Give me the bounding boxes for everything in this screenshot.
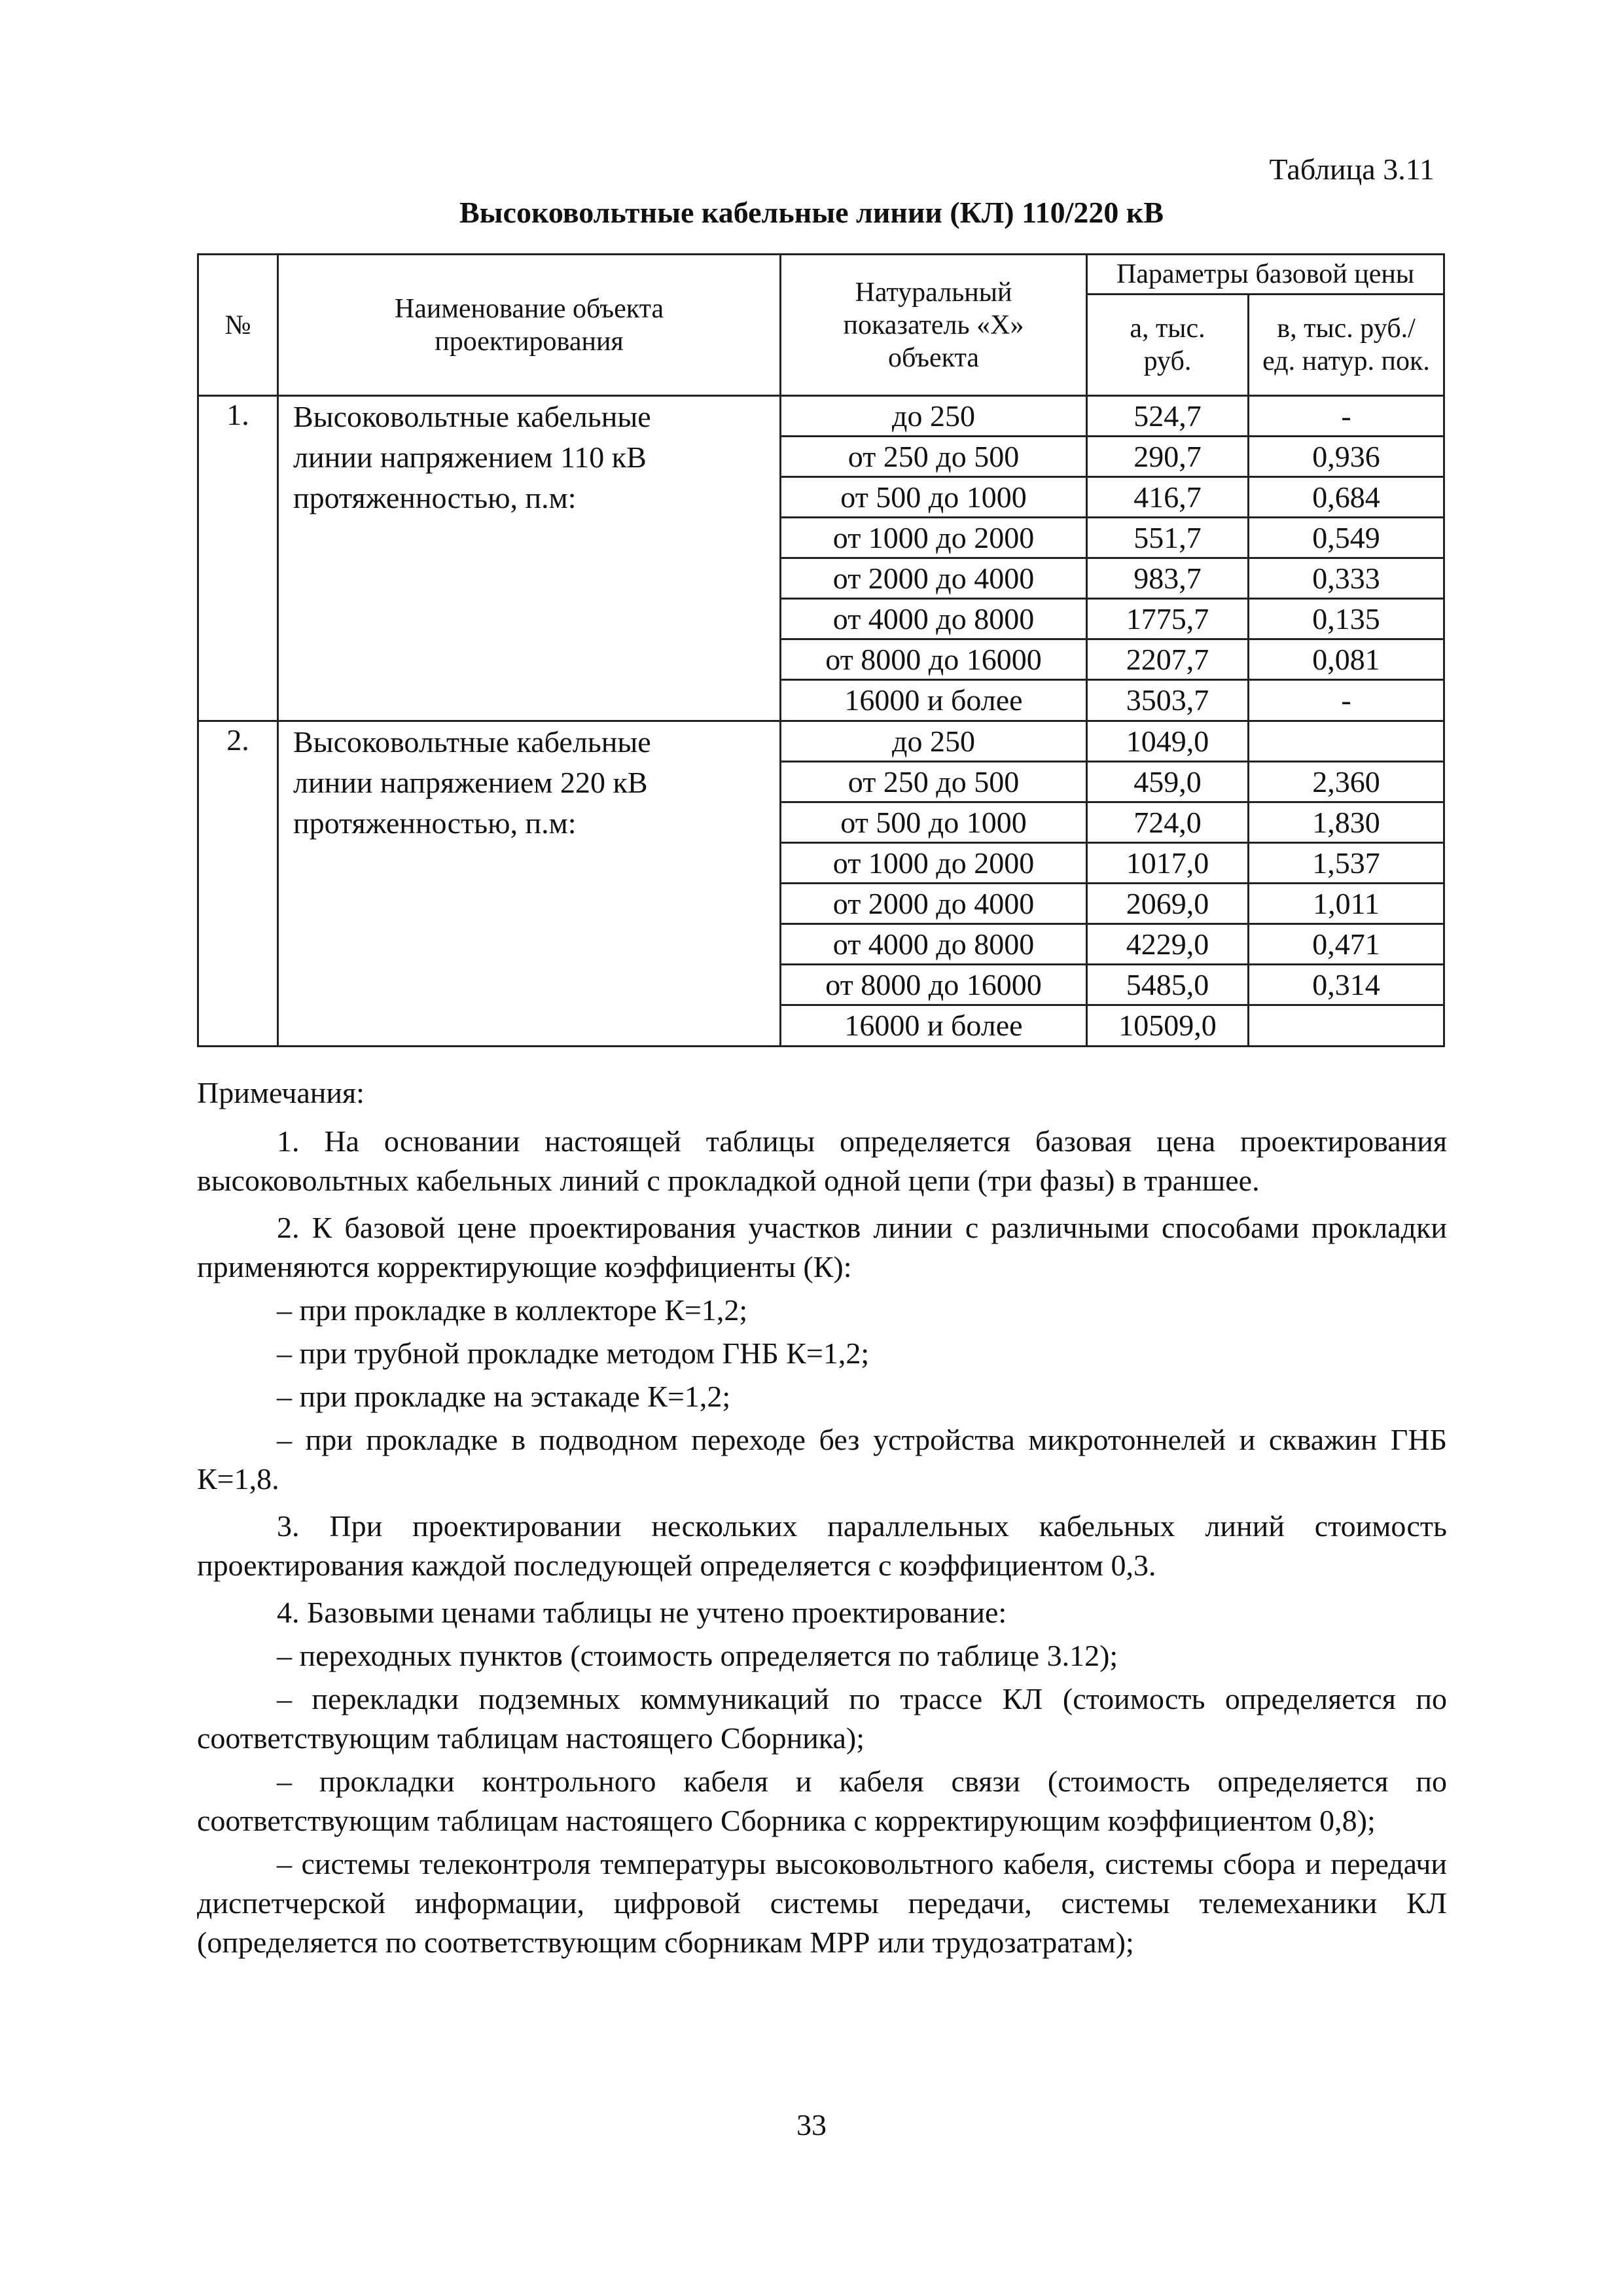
indicator-cell: от 4000 до 8000 <box>781 924 1087 965</box>
param-a-cell: 3503,7 <box>1087 680 1249 721</box>
param-a-cell: 459,0 <box>1087 762 1249 802</box>
param-b-cell: 1,537 <box>1249 843 1444 884</box>
param-b-cell: 0,684 <box>1249 477 1444 518</box>
param-b-cell <box>1249 1005 1444 1047</box>
note-4-item-2: – перекладки подземных коммуникаций по трассе КЛ (стоимость определяется по соответствующим таблицам настоящего Сборника); <box>197 1682 1447 1755</box>
indicator-cell: от 500 до 1000 <box>781 477 1087 518</box>
object-name-line: линии напряжением 220 кВ <box>293 766 648 799</box>
note-4: 4. Базовыми ценами таблицы не учтено проектирование: <box>277 1596 1007 1629</box>
param-b-cell: - <box>1249 680 1444 721</box>
table-row <box>198 396 1444 437</box>
indicator-cell: 16000 и более <box>781 1005 1087 1047</box>
indicator-cell: от 1000 до 2000 <box>781 843 1087 884</box>
param-a-cell: 5485,0 <box>1087 965 1249 1005</box>
note-2-item-3: – при прокладке на эстакаде К=1,2; <box>277 1380 731 1413</box>
param-b-cell: 2,360 <box>1249 762 1444 802</box>
header-indicator: Натуральный показатель «Х» объекта <box>781 255 1087 396</box>
price-table <box>197 253 1445 1047</box>
note-2-item-2: – при трубной прокладке методом ГНБ К=1,2; <box>277 1336 870 1370</box>
header-name: Наименование объекта проектирования <box>278 255 781 396</box>
object-name-line: линии напряжением 110 кВ <box>293 440 647 474</box>
indicator-cell: от 8000 до 16000 <box>781 639 1087 680</box>
table-row <box>198 721 1444 762</box>
indicator-cell: от 8000 до 16000 <box>781 965 1087 1005</box>
param-b-cell: 0,471 <box>1249 924 1444 965</box>
indicator-cell: до 250 <box>781 721 1087 762</box>
param-a-cell: 416,7 <box>1087 477 1249 518</box>
header-b: в, тыс. руб./ед. натур. пок. <box>1249 295 1444 396</box>
param-b-cell: 0,081 <box>1249 639 1444 680</box>
indicator-cell: от 2000 до 4000 <box>781 558 1087 599</box>
indicator-cell: от 1000 до 2000 <box>781 518 1087 558</box>
indicator-cell: от 250 до 500 <box>781 762 1087 802</box>
object-name-line: Высоковольтные кабельные <box>293 725 651 759</box>
param-a-cell: 10509,0 <box>1087 1005 1249 1047</box>
param-a-cell: 524,7 <box>1087 396 1249 437</box>
param-a-cell: 1017,0 <box>1087 843 1249 884</box>
table-title: Высоковольтные кабельные линии (КЛ) 110/220 кВ <box>459 196 1164 229</box>
param-a-cell: 1049,0 <box>1087 721 1249 762</box>
table-number-label: Таблица 3.11 <box>1269 152 1435 186</box>
indicator-cell: от 4000 до 8000 <box>781 599 1087 639</box>
indicator-cell: от 500 до 1000 <box>781 802 1087 843</box>
indicator-cell: от 2000 до 4000 <box>781 884 1087 924</box>
page-number: 33 <box>796 2108 827 2142</box>
param-b-cell: 1,830 <box>1249 802 1444 843</box>
object-name-line: протяженностью, п.м: <box>293 481 577 514</box>
note-4-item-3: – прокладки контрольного кабеля и кабеля связи (стоимость определяется по соответствующим таблицам настоящего Сборника с корректирующим коэффициентом 0,8); <box>197 1765 1447 1837</box>
object-name <box>278 721 781 1047</box>
param-b-cell: 0,549 <box>1249 518 1444 558</box>
row-number: 2. <box>198 721 278 1047</box>
note-2-item-1: – при прокладке в коллекторе К=1,2; <box>277 1293 748 1327</box>
object-name <box>278 396 781 721</box>
header-a: а, тыс. руб. <box>1087 295 1249 396</box>
header-params: Параметры базовой цены <box>1087 255 1444 295</box>
row-number: 1. <box>198 396 278 721</box>
indicator-cell: от 250 до 500 <box>781 437 1087 477</box>
note-3: 3. При проектировании нескольких параллельных кабельных линий стоимость проектирования каждой последующей определяется с коэффициентом 0,3. <box>197 1509 1447 1582</box>
param-b-cell <box>1249 721 1444 762</box>
notes-heading: Примечания: <box>197 1076 365 1109</box>
param-a-cell: 290,7 <box>1087 437 1249 477</box>
param-b-cell: - <box>1249 396 1444 437</box>
param-a-cell: 1775,7 <box>1087 599 1249 639</box>
note-4-item-1: – переходных пунктов (стоимость определяется по таблице 3.12); <box>277 1639 1118 1672</box>
header-num: № <box>198 255 278 396</box>
object-name-line: Высоковольтные кабельные <box>293 400 651 433</box>
indicator-cell: до 250 <box>781 396 1087 437</box>
note-1: 1. На основании настоящей таблицы определяется базовая цена проектирования высоковольтных кабельных линий с прокладкой одной цепи (три фазы) в траншее. <box>197 1124 1447 1197</box>
param-a-cell: 724,0 <box>1087 802 1249 843</box>
param-a-cell: 551,7 <box>1087 518 1249 558</box>
indicator-cell: 16000 и более <box>781 680 1087 721</box>
param-a-cell: 983,7 <box>1087 558 1249 599</box>
note-2: 2. К базовой цене проектирования участков линии с различными способами прокладки применяются корректирующие коэффициенты (К): <box>197 1211 1447 1283</box>
param-b-cell: 0,135 <box>1249 599 1444 639</box>
price-table-body <box>198 396 1444 1047</box>
param-b-cell: 0,314 <box>1249 965 1444 1005</box>
param-b-cell: 0,936 <box>1249 437 1444 477</box>
param-a-cell: 4229,0 <box>1087 924 1249 965</box>
param-a-cell: 2207,7 <box>1087 639 1249 680</box>
object-name-line: протяженностью, п.м: <box>293 806 577 840</box>
notes-section <box>197 1073 1447 1962</box>
param-b-cell: 1,011 <box>1249 884 1444 924</box>
param-b-cell: 0,333 <box>1249 558 1444 599</box>
note-2-item-4: – при прокладке в подводном переходе без устройства микротоннелей и скважин ГНБ К=1,8. <box>197 1423 1447 1496</box>
note-4-item-4: – системы телеконтроля температуры высоковольтного кабеля, системы сбора и передачи диспетчерской информации, цифровой системы передачи, системы телемеханики КЛ (определяется по соответствующим сборникам МРР или трудозатратам); <box>197 1847 1447 1959</box>
param-a-cell: 2069,0 <box>1087 884 1249 924</box>
